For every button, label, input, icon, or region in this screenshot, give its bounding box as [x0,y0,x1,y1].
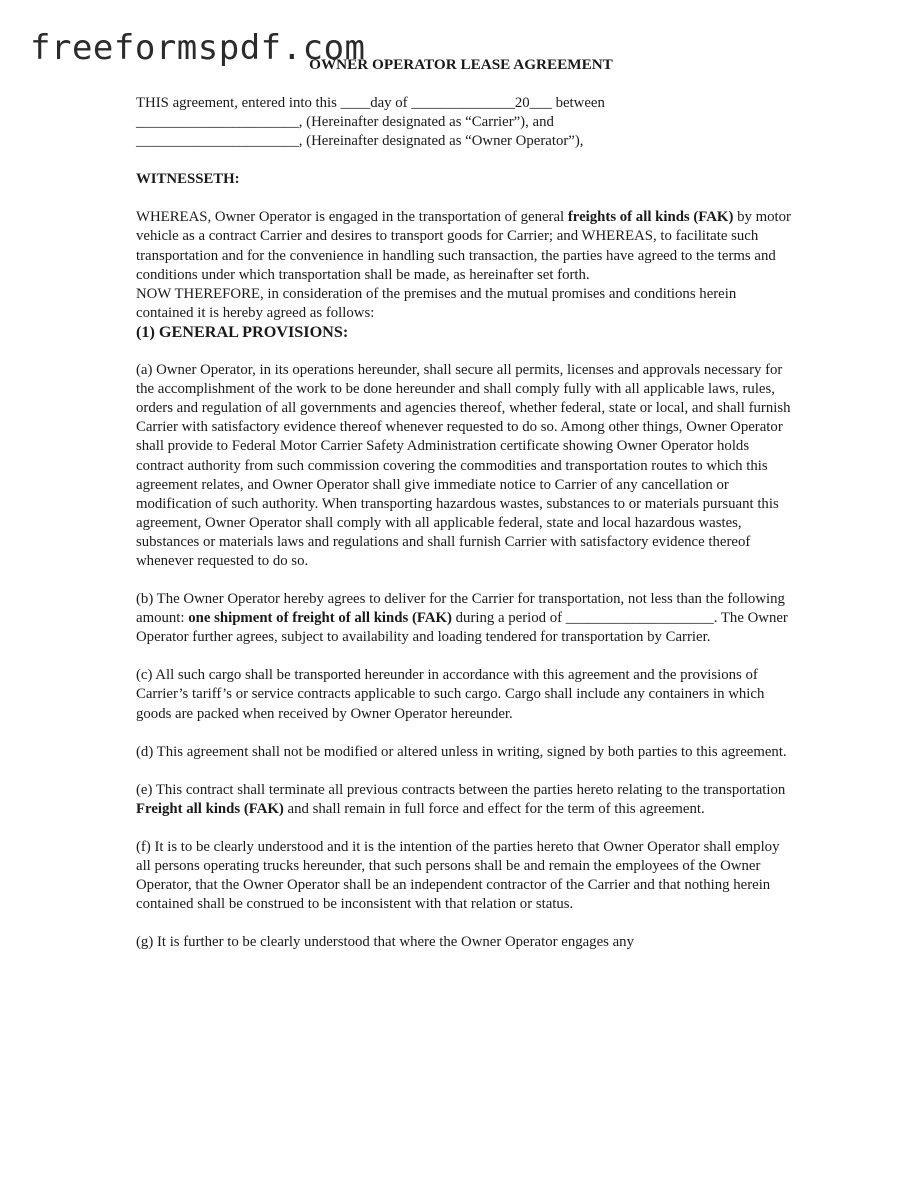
intro-line-3: ______________________, (Hereinafter designated as “Owner Operator”), [136,133,584,150]
provision-a: (a) Owner Operator, in its operations hereunder, shall secure all permits, licenses and approvals necessary for the accomplishment of the work to be done hereunder and shall comply fully with all applicable laws, rules, orders and regulation of all governments and agencies thereof, whether federal, state or local, and shall furnish Carrier with satisfactory evidence thereof whenever requested to do so. Among other things, Owner Operator shall provide to Federal Motor Carrier Safety Administration certificate showing Owner Operator holds contract authority from such commission covering the commodities and transportation routes to which this agreement relates, and Owner Operator shall give immediate notice to Carrier of any cancellation or modification of such authority. When transporting hazardous wastes, substances to or materials pursuant this agreement, Owner Operator shall comply with all applicable federal, state and local hazardous wastes, substances or materials laws and regulations and shall furnish Carrier with satisfactory evidence thereof whenever requested to do so. [136,362,791,569]
provision-e: (e) This contract shall terminate all previous contracts between the parties hereto relating to the transportation Freight all kinds (FAK) and shall remain in full force and effect for the term of this agreement. [136,781,786,817]
witnesseth-heading: WITNESSETH: [136,171,240,188]
provision-c: (c) All such cargo shall be transported hereunder in accordance with this agreement and the provisions of Carrier’s tariff’s or service contracts applicable to such cargo. Cargo shall include any containers in which goods are packed when received by Owner Operator hereunder. [136,667,765,722]
provision-g: (g) It is further to be clearly understood that where the Owner Operator engages any [136,934,634,951]
general-provisions-heading: (1) GENERAL PROVISIONS: [136,322,349,341]
watermark-logo: freeformspdf.com [30,28,366,68]
intro-line-2: ______________________, (Hereinafter designated as “Carrier”), and [136,114,554,131]
intro-line-1: THIS agreement, entered into this ____day of ______________20___ between [136,95,605,111]
whereas-paragraph: WHEREAS, Owner Operator is engaged in the transportation of general freights of all kinds (FAK) by motor vehicle as a contract Carrier and desires to transport goods for Carrier; and WHEREAS, to facilitate such transportation and for the convenience in handling such transaction, the parties have agreed to the terms and conditions under which transportation shall be made, as hereinafter set forth. [136,209,791,283]
provision-d: (d) This agreement shall not be modified or altered unless in writing, signed by both parties to this agreement. [136,743,787,760]
document-body [136,94,796,952]
provision-b: (b) The Owner Operator hereby agrees to deliver for the Carrier for transportation, not less than the following amount: one shipment of freight of all kinds (FAK) during a period of ____________________. The Owner Operator further agrees, subject to availability and loading tendered for transportation by Carrier. [136,591,788,646]
now-therefore-paragraph: NOW THEREFORE, in consideration of the premises and the mutual promises and conditions herein contained it is hereby agreed as follows: [136,285,737,321]
provision-f: (f) It is to be clearly understood and it is the intention of the parties hereto that Owner Operator shall employ all persons operating trucks hereunder, that such persons shall be and remain the employees of the Owner Operator, that the Owner Operator shall be an independent contractor of the Carrier and that nothing herein contained shall be construed to be inconsistent with that relation or status. [136,838,780,913]
document-title: OWNER OPERATOR LEASE AGREEMENT [309,56,613,73]
